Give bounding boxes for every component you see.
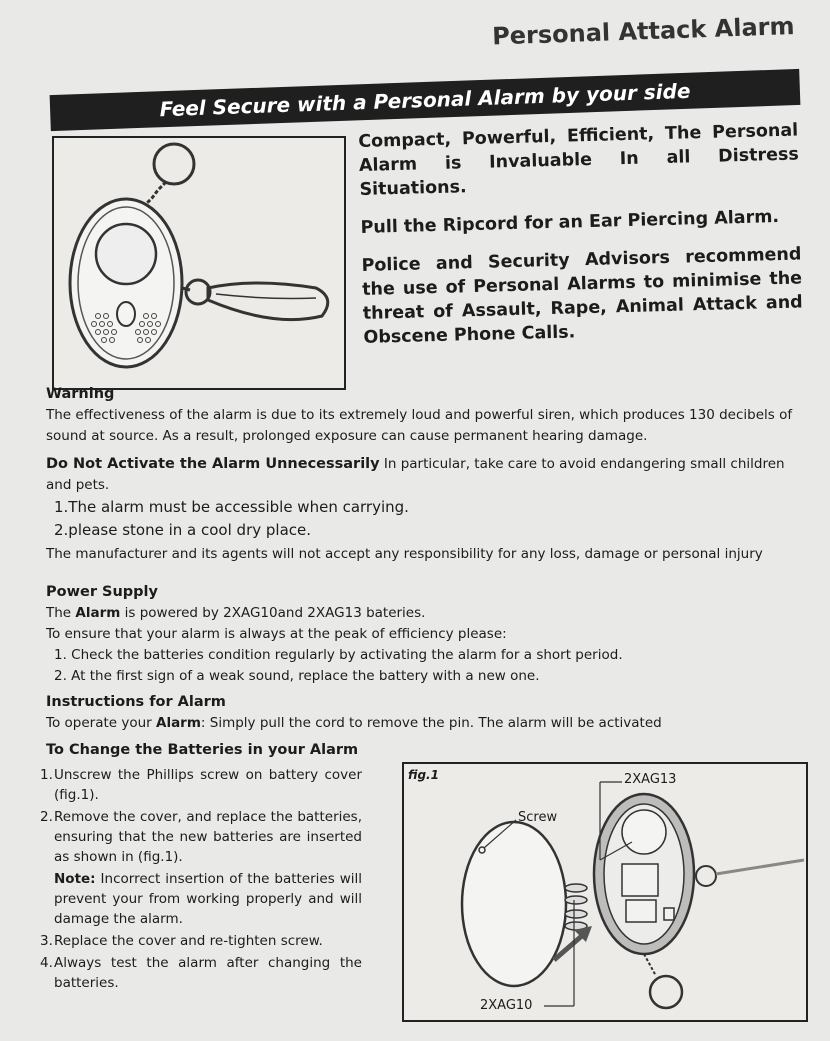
power-line-2: To ensure that your alarm is always at the peak of efficiency please: — [46, 626, 507, 642]
warning-text: The effectiveness of the alarm is due to its extremely loud and powerful siren, which produces 130 decibels of sound at source. As a result, prolonged exposure can cause permanent hearing damage. — [46, 407, 793, 444]
intro-block — [358, 118, 804, 363]
battery-diagram-icon — [404, 764, 806, 1020]
disclaimer-text: The manufacturer and its agents will not accept any responsibility for any loss, damage or personal injury — [46, 546, 763, 562]
list-item: 1.The alarm must be accessible when carrying. — [54, 498, 409, 516]
list-item: 2. At the first sign of a weak sound, replace the battery with a new one. — [54, 668, 540, 684]
change-list — [40, 765, 362, 995]
screw-label: Screw — [518, 810, 558, 825]
note-label: Note: — [54, 871, 96, 887]
battery-figure — [402, 762, 808, 1022]
power-list — [46, 645, 794, 687]
intro-paragraph-3: Police and Security Advisors recommend the use of Personal Alarms to minimise the threat of Assault, Rape, Animal Attack and Obscene Phone Calls. — [361, 244, 803, 348]
fig-label: fig.1 — [408, 768, 439, 782]
list-item: 3. Replace the cover and re-tighten screw. — [40, 933, 323, 949]
activate-list — [46, 496, 794, 542]
activate-paragraph — [46, 454, 794, 496]
list-item: 2.please stone in a cool dry place. — [54, 521, 312, 539]
alarm-keychain-icon — [54, 138, 344, 388]
activate-heading: Do Not Activate the Alarm Unnecessarily — [46, 456, 380, 472]
intro-paragraph-1: Compact, Powerful, Efficient, The Personal Alarm is Invaluable In all Distress Situations. — [358, 120, 800, 200]
instructions-section — [46, 692, 794, 761]
page-title: Personal Attack Alarm — [491, 12, 795, 51]
battery-top-label: 2XAG13 — [624, 772, 677, 787]
warning-heading: Warning — [46, 386, 115, 402]
instructions-text: To operate your Alarm: Simply pull the cord to remove the pin. The alarm will be activated — [46, 715, 662, 731]
power-line-1: The Alarm is powered by 2XAG10and 2XAG13 bateries. — [46, 605, 426, 621]
instructions-heading: Instructions for Alarm — [46, 694, 226, 710]
power-heading: Power Supply — [46, 584, 158, 600]
note-item — [40, 869, 362, 929]
intro-paragraph-2: Pull the Ripcord for an Ear Piercing Alarm. — [360, 207, 780, 238]
activate-text: In particular, take care to avoid endangering small children and pets. — [46, 456, 785, 493]
activate-section — [46, 454, 794, 565]
note-text: Incorrect insertion of the batteries will prevent your from working properly and will damage the alarm. — [54, 871, 362, 927]
list-item: 2. Remove the cover, and replace the batteries, ensuring that the new batteries are inserted as shown in (fig.1). — [40, 809, 362, 865]
change-heading: To Change the Batteries in your Alarm — [46, 742, 359, 758]
list-item: 1. Unscrew the Phillips screw on battery cover (fig.1). — [40, 767, 362, 803]
warning-section — [46, 384, 794, 447]
power-section — [46, 582, 794, 687]
alarm-illustration — [52, 136, 346, 390]
list-item: 1. Check the batteries condition regularly by activating the alarm for a short period. — [54, 647, 623, 663]
list-item: 4. Always test the alarm after changing the batteries. — [40, 955, 362, 991]
banner-heading: Feel Secure with a Personal Alarm by your side — [50, 69, 801, 131]
battery-bottom-label: 2XAG10 — [480, 998, 533, 1013]
